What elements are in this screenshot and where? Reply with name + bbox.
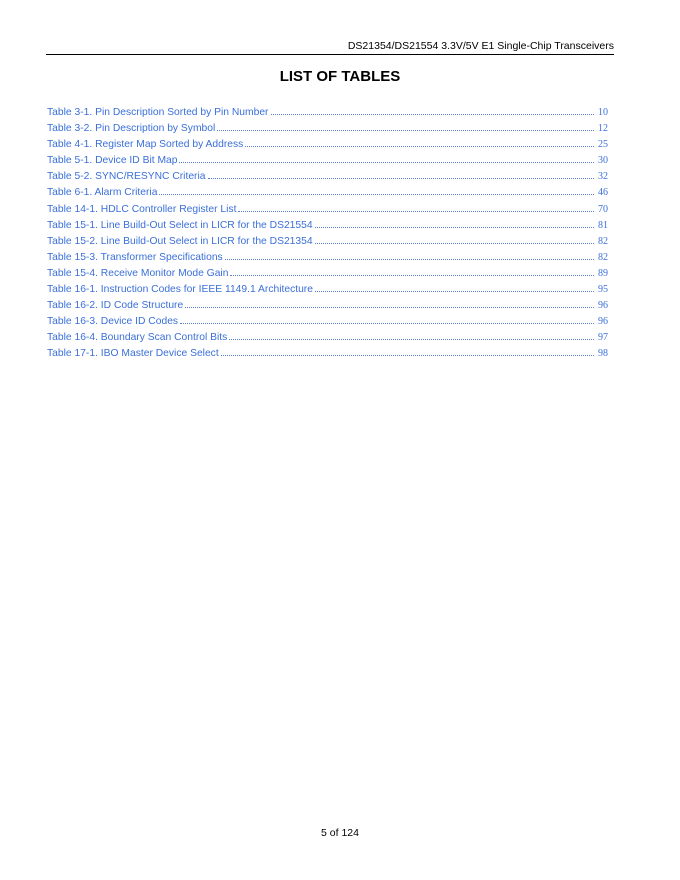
toc-entry[interactable] [47,186,608,202]
table-of-tables [47,106,608,364]
dot-leader [185,299,594,308]
toc-entry-label[interactable]: Table 15-4. Receive Monitor Mode Gain [47,267,229,279]
toc-entry-page[interactable]: 96 [598,316,608,328]
dot-leader [180,315,594,324]
dot-leader [271,106,595,115]
toc-entry-label[interactable]: Table 3-2. Pin Description by Symbol [47,123,216,135]
toc-entry-label[interactable]: Table 5-1. Device ID Bit Map [47,155,178,167]
toc-entry-page[interactable]: 12 [598,123,608,135]
toc-entry-page[interactable]: 32 [598,171,608,183]
toc-entry[interactable] [47,331,608,347]
toc-entry[interactable] [47,267,608,283]
toc-entry[interactable] [47,283,608,299]
page-header [46,38,614,55]
toc-entry-page[interactable]: 46 [598,187,608,199]
dot-leader [238,203,594,212]
toc-entry-page[interactable]: 96 [598,300,608,312]
toc-entry-page[interactable]: 82 [598,235,608,247]
dot-leader [230,267,594,276]
page-footer [0,827,680,839]
dot-leader [208,170,594,179]
page-title: LIST OF TABLES [279,68,401,85]
toc-entry[interactable] [47,315,608,331]
toc-entry[interactable] [47,154,608,170]
dot-leader [315,219,594,228]
toc-entry-label[interactable]: Table 5-2. SYNC/RESYNC Criteria [47,171,206,183]
toc-entry[interactable] [47,106,608,122]
toc-entry-label[interactable]: Table 15-2. Line Build-Out Select in LICR for the DS21354 [47,235,313,247]
toc-entry-page[interactable]: 10 [598,107,608,118]
toc-entry-label[interactable]: Table 16-2. ID Code Structure [47,300,184,312]
toc-entry[interactable] [47,235,608,251]
toc-entry[interactable] [47,219,608,235]
toc-entry-page[interactable]: 30 [598,155,608,167]
toc-entry-label[interactable]: Table 15-1. Line Build-Out Select in LICR for the DS21554 [47,219,313,231]
toc-entry-label[interactable]: Table 16-1. Instruction Codes for IEEE 1149.1 Architecture [47,284,313,296]
dot-leader [225,251,594,260]
toc-entry-page[interactable]: 82 [598,251,608,263]
toc-entry-page[interactable]: 98 [598,348,608,360]
dot-leader [221,347,594,356]
dot-leader [217,122,594,131]
dot-leader [229,331,594,340]
toc-entry-page[interactable]: 81 [598,219,608,231]
toc-entry-page[interactable]: 95 [598,284,608,296]
dot-leader [179,154,594,163]
page-number: 5 of 124 [321,827,359,839]
toc-entry-page[interactable]: 70 [598,203,608,215]
toc-entry-page[interactable]: 25 [598,139,608,151]
toc-entry-label[interactable]: Table 6-1. Alarm Criteria [47,187,158,199]
header-title: DS21354/DS21554 3.3V/5V E1 Single-Chip Transceivers [347,40,614,52]
toc-entry[interactable] [47,203,608,219]
toc-entry[interactable] [47,347,608,363]
dot-leader [315,235,594,244]
toc-entry-label[interactable]: Table 16-3. Device ID Codes [47,316,179,328]
dot-leader [159,186,594,195]
toc-entry[interactable] [47,138,608,154]
toc-entry-label[interactable]: Table 16-4. Boundary Scan Control Bits [47,332,228,344]
dot-leader [245,138,594,147]
toc-entry-label[interactable]: Table 17-1. IBO Master Device Select [47,348,219,360]
dot-leader [315,283,594,292]
toc-entry-label[interactable]: Table 15-3. Transformer Specifications [47,251,223,263]
toc-entry[interactable] [47,251,608,267]
toc-entry-page[interactable]: 97 [598,332,608,344]
toc-entry[interactable] [47,170,608,186]
toc-entry-label[interactable]: Table 3-1. Pin Description Sorted by Pin Number [47,107,269,118]
toc-entry-page[interactable]: 89 [598,267,608,279]
toc-entry-label[interactable]: Table 4-1. Register Map Sorted by Address [47,139,244,151]
toc-entry[interactable] [47,122,608,138]
toc-entry-label[interactable]: Table 14-1. HDLC Controller Register List [47,203,237,215]
toc-entry[interactable] [47,299,608,315]
